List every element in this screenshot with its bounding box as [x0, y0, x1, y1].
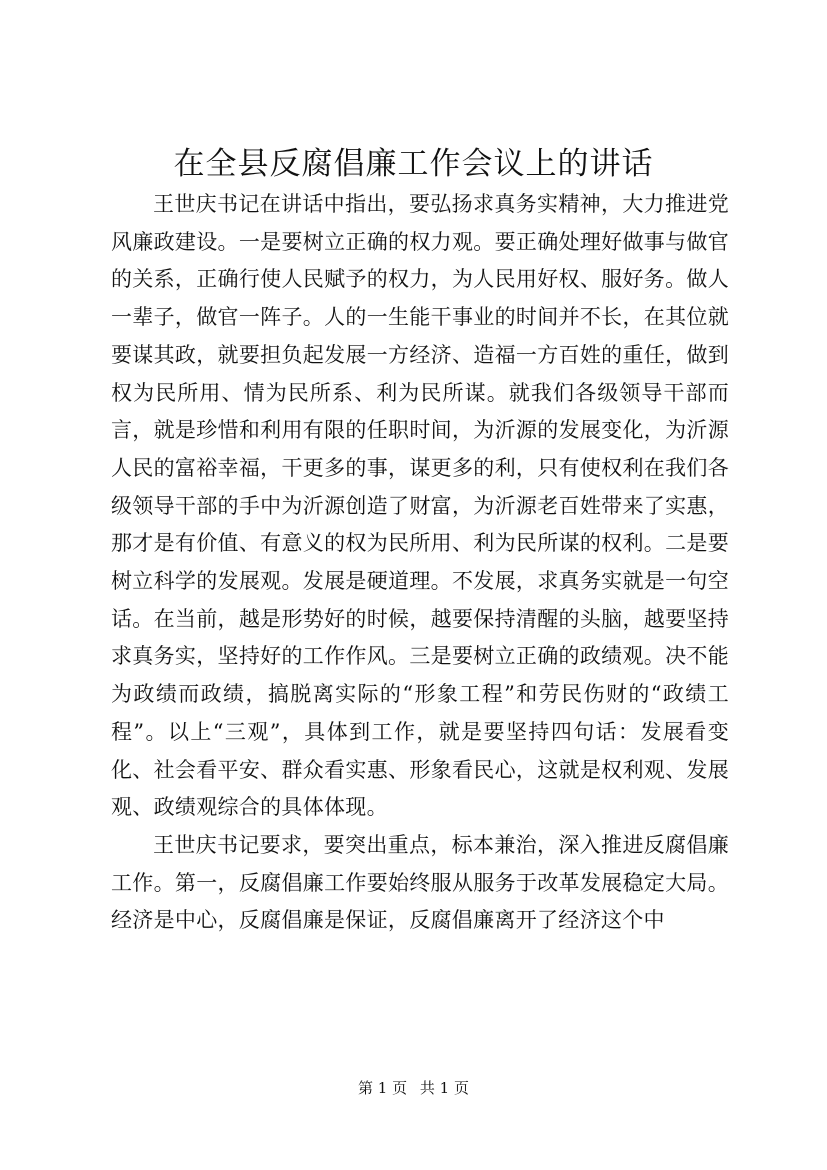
- page-number: 第 1 页: [358, 1079, 408, 1097]
- page-footer: [0, 1078, 827, 1098]
- document-title: 在全县反腐倡廉工作会议上的讲话: [173, 146, 654, 182]
- paragraph-1: 王世庆书记在讲话中指出，要弘扬求真务实精神，大力推进党风廉政建设。一是要树立正确的权力观。要正确处理好做事与做官的关系，正确行使人民赋予的权力，为人民用好权、服好务。做人一辈子，做官一阵子。人的一生能干事业的时间并不长，在其位就要谋其政，就要担负起发展一方经济、造福一方百姓的重任，做到权为民所用、情为民所系、利为民所谋。就我们各级领导干部而言，就是珍惜和利用有限的任职时间，为沂源的发展变化，为沂源人民的富裕幸福，干更多的事，谋更多的利，只有使权利在我们各级领导干部的手中为沂源创造了财富，为沂源老百姓带来了实惠，那才是有价值、有意义的权为民所用、利为民所谋的权利。二是要树立科学的发展观。发展是硬道理。不发展，求真务实就是一句空话。在当前，越是形势好的时候，越要保持清醒的头脑，越要坚持求真务实，坚持好的工作作风。三是要树立正确的政绩观。决不能为政绩而政绩，搞脱离实际的“形象工程”和劳民伤财的“政绩工程”。以上“三观”，具体到工作，就是要坚持四句话：发展看变化、社会看平安、群众看实惠、形象看民心，这就是权利观、发展观、政绩观综合的具体体现。: [111, 192, 729, 820]
- paragraph-2: 王世庆书记要求，要突出重点，标本兼治，深入推进反腐倡廉工作。第一，反腐倡廉工作要始终服从服务于改革发展稳定大局。经济是中心，反腐倡廉是保证，反腐倡廉离开了经济这个中: [111, 832, 729, 933]
- page-total: 共 1 页: [419, 1079, 469, 1097]
- document-body: [111, 186, 729, 940]
